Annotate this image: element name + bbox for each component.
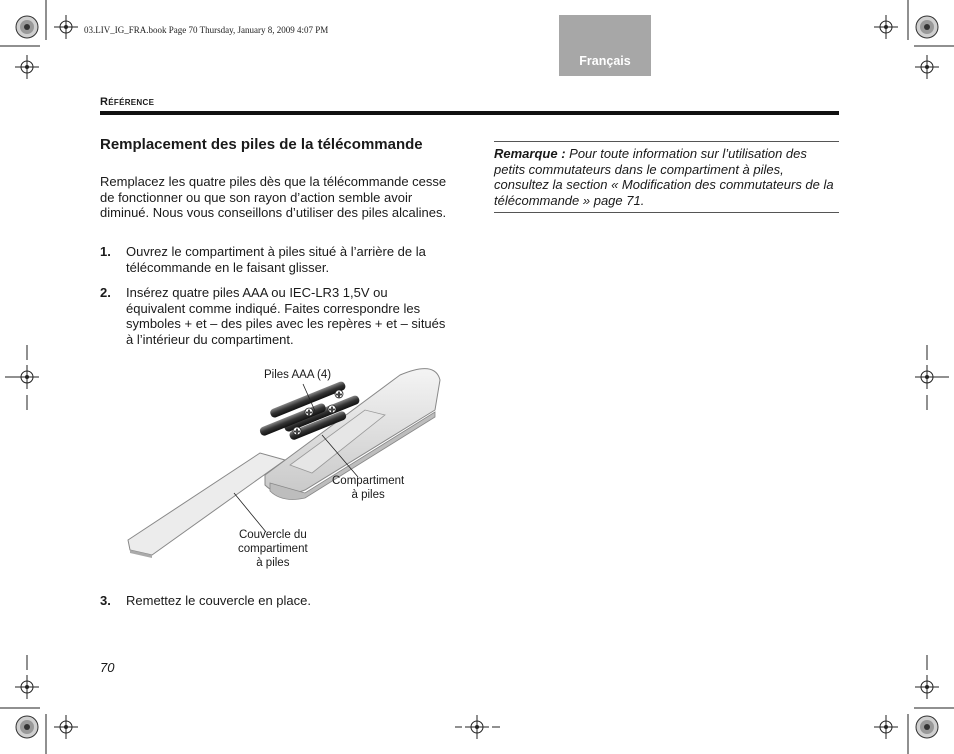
note-label: Remarque : (494, 146, 566, 161)
note-box (494, 141, 839, 213)
leader-line (234, 493, 266, 532)
step-text: Remettez le couvercle en place. (126, 593, 311, 608)
crosshair-mark (874, 15, 898, 39)
step-text: Ouvrez le compartiment à piles situé à l’arrière de la télécommande en le faisant glisser. (126, 244, 426, 275)
crosshair-mark (15, 55, 39, 79)
language-tab-label: Français (579, 54, 631, 68)
plus-symbol: + (293, 427, 301, 436)
header-rule (100, 111, 839, 115)
step-number: 2. (100, 285, 111, 300)
plus-symbol: + (328, 405, 336, 414)
rosette-mark-br (916, 716, 938, 738)
print-header: 03.LIV_IG_FRA.book Page 70 Thursday, January 8, 2009 4:07 PM (84, 25, 329, 35)
page-title: Remplacement des piles de la télécommande (100, 136, 423, 153)
rosette-mark-tr (916, 16, 938, 38)
note-body: Pour toute information sur l’utilisation des petits commutateurs dans le compartiment à piles, consultez la section « Modification des commutateurs de la télécommande » page 71. (494, 146, 834, 208)
rosette-mark-tl (16, 16, 38, 38)
plus-symbol: + (335, 390, 343, 399)
crosshair-mark (15, 365, 39, 389)
plus-symbol: + (305, 408, 313, 417)
crosshair-mark (915, 675, 939, 699)
crosshair-mark (915, 365, 939, 389)
section-header: Référence (100, 96, 155, 108)
crosshair-mark (54, 15, 78, 39)
step-number: 1. (100, 244, 111, 259)
note-text (494, 146, 839, 208)
rosette-mark-bl (16, 716, 38, 738)
crosshair-mark (15, 675, 39, 699)
crosshair-mark (54, 715, 78, 739)
crosshair-mark (874, 715, 898, 739)
intro-paragraph: Remplacez les quatre piles dès que la télécommande cesse de fonctionner ou que son rayon d’action semble avoir diminué. Nous vous conseillons d’utiliser des piles alcalines. (100, 174, 447, 220)
label-compartment: Compartiment à piles (332, 475, 405, 501)
remote-battery-illustration (100, 355, 445, 577)
step-number: 3. (100, 593, 111, 608)
page-number: 70 (100, 660, 115, 675)
crosshair-mark (915, 55, 939, 79)
step-text: Insérez quatre piles AAA ou IEC-LR3 1,5V ou équivalent comme indiqué. Faites correspondre les symboles + et – des piles avec les repères + et – situés à l’intérieur du compartiment. (126, 285, 446, 347)
language-tab (559, 15, 651, 76)
crosshair-mark (465, 715, 489, 739)
label-cover: Couvercle du compartiment à piles (238, 529, 308, 569)
label-batteries: Piles AAA (4) (264, 369, 332, 381)
